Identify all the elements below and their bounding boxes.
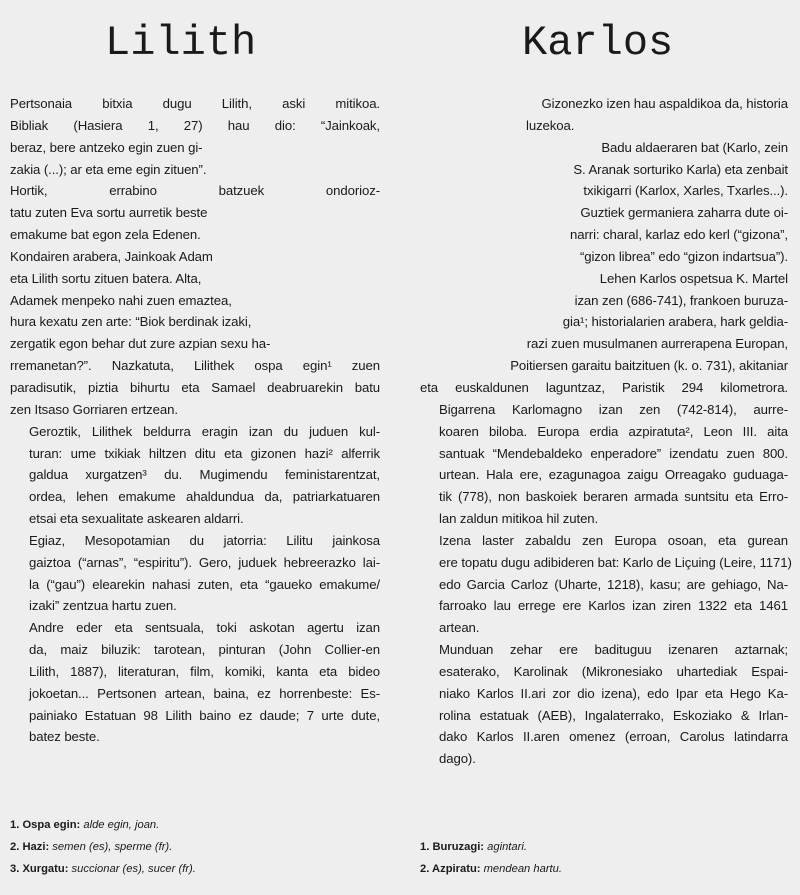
text-line: hura kexatu zen arte: “Biok berdinak izaki, <box>10 314 252 330</box>
text-line: koaren biloba. Europa erdia azpiratuta², Leon III. aita <box>439 423 788 439</box>
text-line: niako Karlos II.ari zor dio izena), edo Ipar eta Hego Ka- <box>439 685 788 701</box>
text-line: ordea, lehen emakume ahaldundua da, patriarkatuaren <box>29 489 380 505</box>
text-line: painiako Estatuan 98 Lilith baino ez daude; 7 urte dute, <box>29 707 380 723</box>
article-title: Karlos <box>522 19 674 67</box>
footnotes <box>10 814 380 880</box>
text-line: zergatik egon behar dut zure azpian sexu ha- <box>10 336 271 352</box>
text-line: Munduan zehar ere badituguu izenaren aztarnak; <box>439 642 788 658</box>
text-line: Egiaz, Mesopotamian du jatorria: Lilitu jainkosa <box>29 532 380 548</box>
footnote <box>420 836 788 858</box>
text-line: urtean. Hala ere, ezagunagoa zaigu Orreagako guduaga- <box>439 467 788 483</box>
text-line: etsai eta sexualitate askearen aldarri. <box>29 511 244 527</box>
text-line: tik (778), non baskoiek beraren armada suntsitu eta Erro- <box>439 489 788 505</box>
paragraph <box>420 399 788 530</box>
text-line: Geroztik, Lilithek beldurra eragin izan du juduen kul- <box>29 423 380 439</box>
paragraph <box>420 530 792 639</box>
text-line: dago). <box>439 751 476 767</box>
paragraph <box>420 93 788 137</box>
text-line: edo Garcia Carloz (Uharte, 1218), kasu; are gehiago, Na- <box>439 576 788 592</box>
text-line: lan zaldun mitikoa hil zuten. <box>439 511 599 527</box>
text-line: tatu zuten Eva sortu aurretik beste <box>10 205 208 221</box>
text-line: luzekoa. <box>526 117 575 133</box>
footnote <box>10 836 380 858</box>
text-line: “gizon librea” edo “gizon indartsua”). <box>579 248 788 264</box>
text-line: gia¹; historialarien arabera, hark geldia- <box>562 314 788 330</box>
text-line: Bibliak (Hasiera 1, 27) hau dio: “Jainkoak, <box>10 117 380 133</box>
text-line: dako Karlos II.aren omenez (erroan, Carolus latindarra <box>439 729 788 745</box>
text-line: santuak “Mendebaldeko enperadore” izendatu zuen 800. <box>439 445 788 461</box>
text-line: emakume bat egon zela Edenen. <box>10 227 201 243</box>
text-line: Poitiersen garaitu baitzituen (k. o. 731), akitaniar <box>510 358 788 374</box>
footnote <box>420 858 788 880</box>
footnotes <box>420 836 788 880</box>
text-line: S. Aranak sorturiko Karla) eta zenbait <box>573 161 788 177</box>
text-line: eta Lilith sortu zituen batera. Alta, <box>10 270 202 286</box>
article-body <box>420 93 792 770</box>
text-line: da, maiz biluzik: tarotean, pinturan (John Collier-en <box>29 642 380 658</box>
text-line: izaki” zentzua hartu zuen. <box>29 598 177 614</box>
text-line: Lehen Karlos ospetsua K. Martel <box>599 270 788 286</box>
text-line: batez beste. <box>29 729 100 745</box>
text-line: Gizonezko izen hau aspaldikoa da, historia <box>541 96 788 111</box>
text-line: Kondairen arabera, Jainkoak Adam <box>10 248 213 264</box>
paragraph <box>420 639 788 770</box>
text-line: paradisutik, piztia bihurtu eta Samael deabruarekin batu <box>10 379 380 395</box>
text-line: txikigarri (Karlox, Xarles, Txarles...). <box>583 183 788 199</box>
text-line: zen Itsaso Gorriaren ertzean. <box>10 401 178 417</box>
footnote-definition: agintari. <box>487 841 527 853</box>
text-line: Lilith, 1887), literaturan, film, komiki, kanta eta bideo <box>29 663 380 679</box>
text-line: galdua xurgatzen³ du. Mugimendu feministarentzat, <box>29 467 380 483</box>
text-line: farroako lau errege ere Karlos izan ziren 1322 eta 1461 <box>439 598 788 614</box>
text-line: artean. <box>439 620 480 636</box>
footnote-definition: succionar (es), sucer (fr). <box>71 863 196 875</box>
article-body <box>10 93 380 748</box>
text-line: Badu aldaeraren bat (Karlo, zein <box>601 139 788 155</box>
text-line: jokoetan... Pertsonen artean, baina, ez horrenbeste: Es- <box>29 685 380 701</box>
text-line: Andre eder eta sentsuala, toki askotan agertu izan <box>29 620 380 636</box>
text-line: esaterako, Karolinak (Mikronesiako uhartediak Espai- <box>439 663 788 679</box>
text-line: Izena laster zabaldu zen Europa osoan, eta gurean <box>439 532 788 548</box>
paragraph <box>10 530 380 617</box>
text-line: ere topatu dugu adibideren bat: Karlo de Liçuing (Leire, 1171) <box>439 554 792 570</box>
paragraph <box>10 617 380 748</box>
footnote-term: 1. Buruzagi: <box>420 841 485 853</box>
text-line: izan zen (686-741), frankoen buruza- <box>574 292 788 308</box>
text-line: rremanetan?”. Nazkatuta, Lilithek ospa egin¹ zuen <box>10 358 380 374</box>
text-line: beraz, bere antzeko egin zuen gi- <box>10 139 203 155</box>
text-line: la (“gau”) elearekin nahasi zuten, eta “gaueko emakume/ <box>29 576 380 592</box>
text-line: Adamek menpeko nahi zuen emaztea, <box>10 292 232 308</box>
footnote-term: 1. Ospa egin: <box>10 819 81 831</box>
paragraph <box>420 268 788 399</box>
text-line: gaiztoa (“arnas”, “espiritu”). Gero, juduek hebreerazko lai- <box>29 554 380 570</box>
footnote-term: 2. Hazi: <box>10 841 50 853</box>
text-line: turan: ume txikiak hiltzen ditu eta gizonen hazi² alferrik <box>29 445 380 461</box>
footnote-definition: alde egin, joan. <box>83 819 160 831</box>
text-line: Hortik, errabino batzuek ondorioz- <box>10 183 380 199</box>
article-title: Lilith <box>105 19 257 67</box>
footnote-definition: mendean hartu. <box>483 863 562 875</box>
text-line: eta euskaldunen laguntzaz, Paristik 294 kilometrora. <box>420 379 788 395</box>
footnote-term: 3. Xurgatu: <box>10 863 69 875</box>
text-line: zakia (...); ar eta eme egin zituen”. <box>10 161 207 177</box>
text-line: Bigarrena Karlomagno izan zen (742-814), aurre- <box>439 401 788 417</box>
text-line: Pertsonaia bitxia dugu Lilith, aski mitikoa. <box>10 96 380 111</box>
paragraph <box>10 421 380 530</box>
text-line: Guztiek germaniera zaharra dute oi- <box>580 205 788 221</box>
footnote <box>10 858 380 880</box>
footnote <box>10 814 380 836</box>
footnote-term: 2. Azpiratu: <box>420 863 481 875</box>
paragraph <box>10 93 380 421</box>
footnote-definition: semen (es), sperme (fr). <box>52 841 173 853</box>
paragraph <box>420 137 788 268</box>
text-line: narri: charal, karlaz edo kerl (“gizona”, <box>570 227 788 243</box>
text-line: razi zuen musulmanen aurrerapena Europan, <box>526 336 788 352</box>
text-line: rolina estatuak (AEB), Ingalaterrako, Eskoziako & Irlan- <box>439 707 788 723</box>
